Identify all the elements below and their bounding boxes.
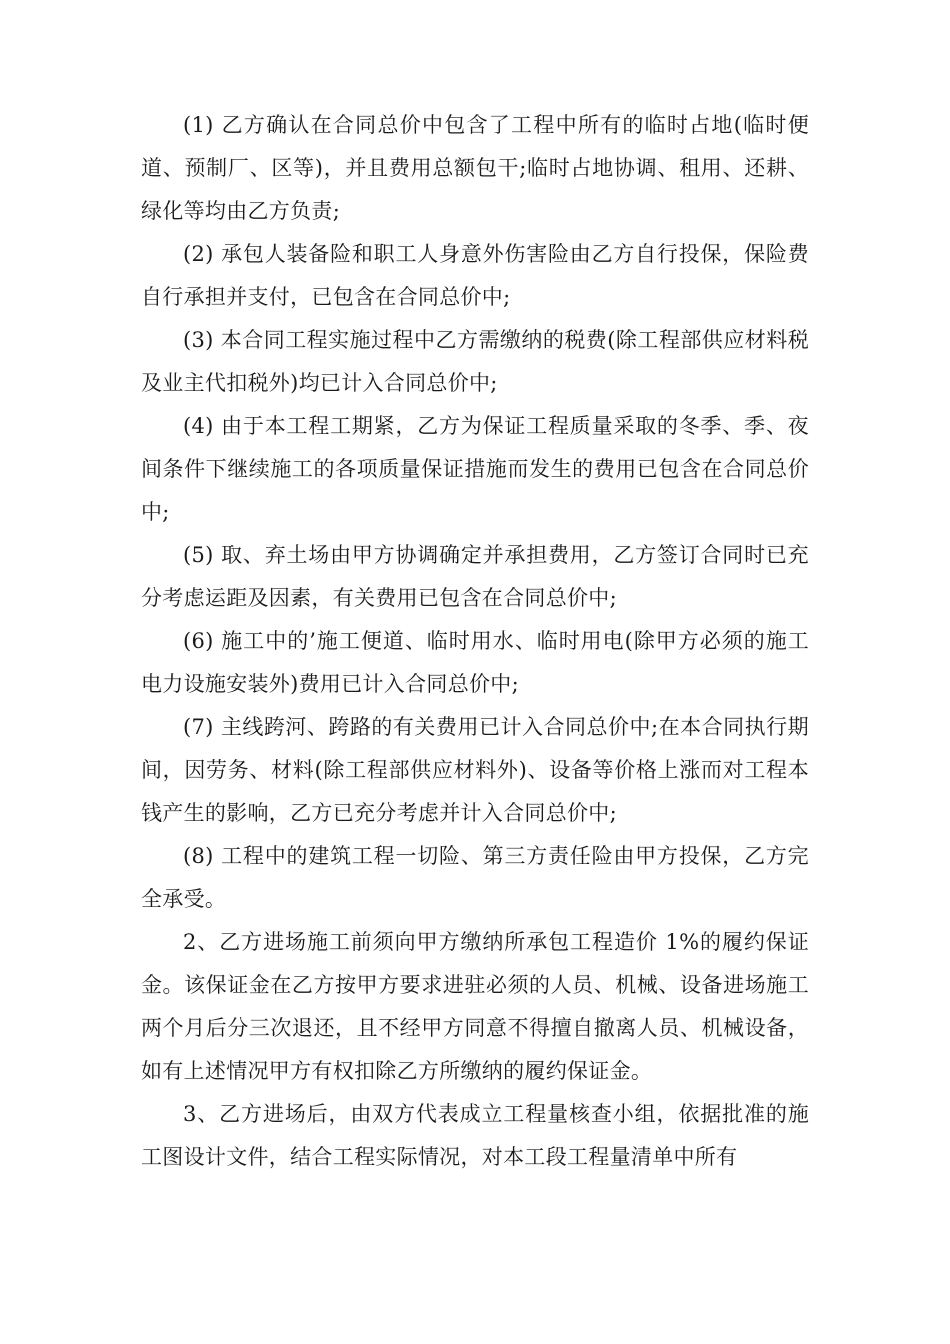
paragraph-item-1: (1) 乙方确认在合同总价中包含了工程中所有的临时占地(临时便道、预制厂、区等)，并且费用总额包干;临时占地协调、租用、还耕、绿化等均由乙方负责; [141,113,809,223]
paragraph-item-3: (3) 本合同工程实施过程中乙方需缴纳的税费(除工程部供应材料税及业主代扣税外)均已计入合同总价中; [141,328,809,395]
paragraph-clause-2: 2、乙方进场施工前须向甲方缴纳所承包工程造价 1%的履约保证金。该保证金在乙方按甲方要求进驻必须的人员、机械、设备进场施工两个月后分三次退还，且不经甲方同意不得擅自撤离人员、机械设备，如有上述情况甲方有权扣除乙方所缴纳的履约保证金。 [141,930,809,1083]
paragraph-item-6: (6) 施工中的’施工便道、临时用水、临时用电(除甲方必须的施工电力设施安装外)费用已计入合同总价中; [141,629,809,696]
paragraph-item-4: (4) 由于本工程工期紧，乙方为保证工程质量采取的冬季、季、夜间条件下继续施工的各项质量保证措施而发生的费用已包含在合同总价中; [141,414,809,524]
paragraph-item-7: (7) 主线跨河、跨路的有关费用已计入合同总价中;在本合同执行期间，因劳务、材料(除工程部供应材料外)、设备等价格上涨而对工程本钱产生的影响，乙方已充分考虑并计入合同总价中; [141,715,809,825]
paragraph-item-8: (8) 工程中的建筑工程一切险、第三方责任险由甲方投保，乙方完全承受。 [141,844,809,911]
paragraph-item-2: (2) 承包人装备险和职工人身意外伤害险由乙方自行投保，保险费自行承担并支付，已包含在合同总价中; [141,242,809,309]
document-page [141,104,809,1179]
paragraph-clause-3: 3、乙方进场后，由双方代表成立工程量核查小组，依据批准的施工图设计文件，结合工程实际情况，对本工段工程量清单中所有 [141,1102,809,1169]
paragraph-item-5: (5) 取、弃土场由甲方协调确定并承担费用，乙方签订合同时已充分考虑运距及因素，有关费用已包含在合同总价中; [141,543,809,610]
